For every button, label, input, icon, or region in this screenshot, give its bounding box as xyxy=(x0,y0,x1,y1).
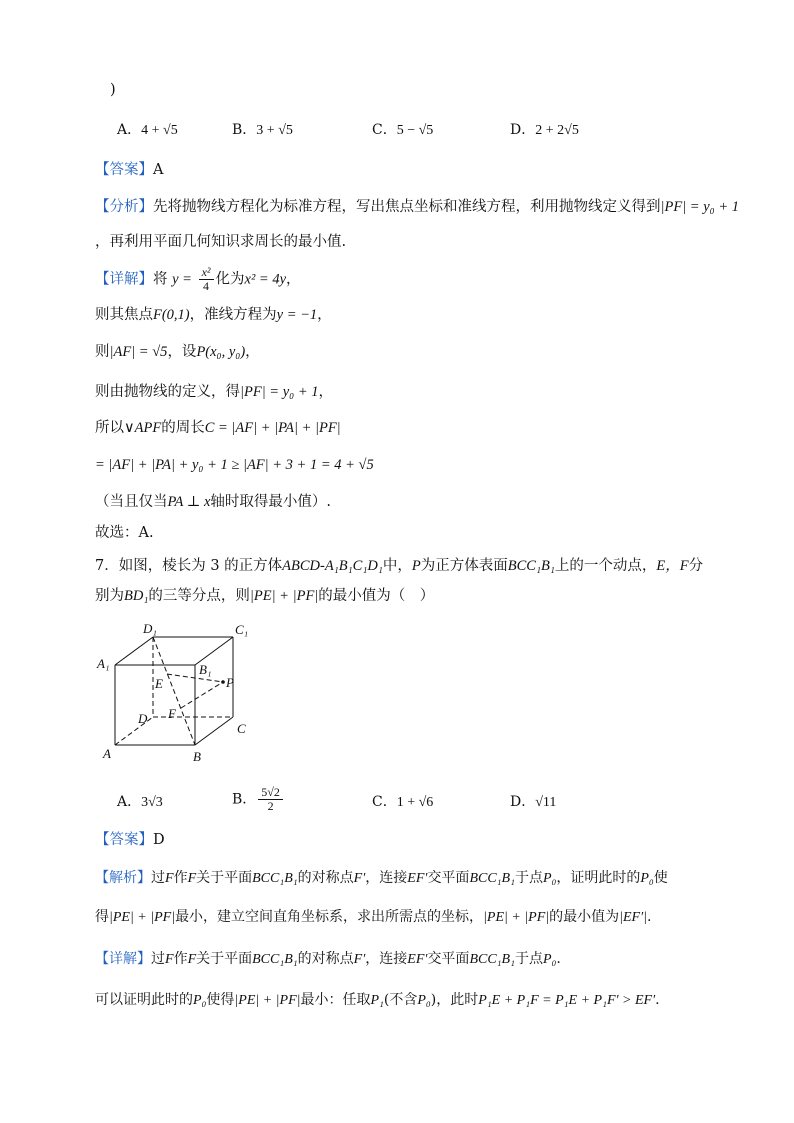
math: x² = 4y xyxy=(244,271,287,288)
text: 于点 xyxy=(514,951,543,967)
option-d: D．2 + 2√5 xyxy=(510,122,579,138)
detail-line-1 xyxy=(95,266,301,293)
analysis-math: |PF| = y₀ + 1 xyxy=(660,199,739,215)
text: ，证明此时的 xyxy=(556,870,641,886)
text: 故选：A. xyxy=(95,525,154,541)
math: P xyxy=(411,558,421,574)
math: BCC₁B₁ xyxy=(469,871,515,886)
label-b: B xyxy=(193,749,201,764)
text: 中， xyxy=(382,558,412,574)
point-p xyxy=(221,680,225,684)
question-paren: ) xyxy=(110,82,116,98)
text: 交平面 xyxy=(427,870,470,886)
text: 作 xyxy=(173,870,188,886)
detail-line-3 xyxy=(95,342,260,362)
text: 最小，建立空间直角坐标系，求出所需点的坐标， xyxy=(175,909,484,925)
q7-answer-line xyxy=(95,830,165,850)
label-a: A xyxy=(103,746,111,761)
math: F′ xyxy=(353,871,366,886)
text: 作 xyxy=(173,951,188,967)
text: 最小：任取 xyxy=(300,992,371,1008)
q7-detail-line-2 xyxy=(95,990,660,1011)
option-b: B．3 + √5 xyxy=(232,122,293,138)
denominator: 2 xyxy=(267,799,274,813)
numerator: 5√2 xyxy=(258,786,283,800)
label-b1: B₁ xyxy=(199,662,212,677)
text: 将 xyxy=(153,271,168,288)
option-d: D．√11 xyxy=(510,794,557,810)
label-c: C xyxy=(237,721,246,736)
math: F xyxy=(187,871,197,886)
detail-line-5 xyxy=(95,418,341,438)
text: 的最小值为（ ） xyxy=(318,588,435,604)
text: ，连接 xyxy=(365,951,408,967)
text: . xyxy=(655,992,660,1008)
cube-figure xyxy=(95,620,265,770)
detail-tag: 【详解】 xyxy=(95,951,151,967)
text: 使得 xyxy=(206,992,235,1008)
q7-detail-line-1 xyxy=(95,949,561,970)
math: |PE| + |PF| xyxy=(109,910,176,925)
text: ， xyxy=(317,307,332,323)
fraction xyxy=(258,786,283,813)
math: |PE| + |PF| xyxy=(234,993,301,1008)
math: F′ xyxy=(353,952,366,967)
math: E，F xyxy=(656,558,689,574)
text: ， xyxy=(318,384,333,400)
math: P₀ xyxy=(542,952,557,967)
fraction xyxy=(199,266,214,293)
text: 化为 xyxy=(215,271,245,288)
math: |PE| + |PF| xyxy=(483,910,550,925)
math: EF′ xyxy=(407,871,428,886)
answer-value: D xyxy=(153,832,165,848)
text: 则 xyxy=(95,344,110,360)
text: 分 xyxy=(688,558,704,574)
math: = |AF| + |PA| + y₀ + 1 ≥ |AF| + 3 + 1 = 4 + √5 xyxy=(95,457,374,473)
answer-tag: 【答案】 xyxy=(95,162,153,178)
analysis-line-2 xyxy=(95,232,346,252)
math: P₀ xyxy=(193,993,207,1008)
math: P₀ xyxy=(417,993,431,1008)
text: ，设 xyxy=(167,344,197,360)
math: |EF′| xyxy=(619,910,647,925)
text: 的对称点 xyxy=(297,951,354,967)
option-a: A．3√3 xyxy=(117,794,163,810)
detail-line-8 xyxy=(95,523,154,543)
text: 7．如图，棱长为 3 的正方体 xyxy=(95,558,283,574)
text: 使 xyxy=(653,870,668,886)
text: ，连接 xyxy=(365,870,408,886)
math: P₀ xyxy=(640,871,654,886)
text: 所以∨ xyxy=(95,420,135,436)
text: (不含 xyxy=(383,992,418,1008)
text: 则其焦点 xyxy=(95,307,153,323)
text: . xyxy=(556,951,561,967)
text: ，准线方程为 xyxy=(189,307,277,323)
math: BCC₁B₁ xyxy=(252,952,298,967)
analysis-line-1 xyxy=(95,197,739,217)
analysis-text: 先将抛物线方程化为标准方程，写出焦点坐标和准线方程，利用抛物线定义得到 xyxy=(153,199,661,215)
text: 的对称点 xyxy=(297,870,354,886)
math: P₁ xyxy=(370,993,384,1008)
q7-explain-line-1 xyxy=(95,868,668,889)
q7-explain-line-2 xyxy=(95,907,651,928)
math: C = |AF| + |PA| + |PF| xyxy=(204,420,341,436)
text: 上的一个动点， xyxy=(554,558,657,574)
text: . xyxy=(647,909,652,925)
math: P₀ xyxy=(542,871,557,886)
math: y = xyxy=(172,271,192,288)
option-b: B． $\frac{5√2}{2}$ xyxy=(232,786,285,813)
detail-line-7 xyxy=(95,492,331,512)
text: )，此时 xyxy=(430,992,479,1008)
text: ， xyxy=(245,344,260,360)
text: 过 xyxy=(151,870,165,886)
label-a1: A₁ xyxy=(97,656,110,671)
math: F xyxy=(187,952,197,967)
diagonal-bd1 xyxy=(153,637,195,745)
math: |PE| + |PF| xyxy=(249,588,319,604)
text: 关于平面 xyxy=(196,870,253,886)
text: 过 xyxy=(151,951,165,967)
math: y = −1 xyxy=(276,307,318,323)
text: 于点 xyxy=(514,870,543,886)
detail-tag: 【详解】 xyxy=(95,271,153,288)
math: EF′ xyxy=(407,952,428,967)
label-c1: C₁ xyxy=(235,622,249,637)
math: F(0,1) xyxy=(153,307,190,323)
text: 轴时取得最小值）. xyxy=(210,494,332,510)
math: |AF| = √5 xyxy=(109,344,168,360)
math: F xyxy=(165,952,174,967)
text: ， xyxy=(286,271,301,288)
math: APF xyxy=(134,420,162,436)
math: BCC₁B₁ xyxy=(469,952,515,967)
label-f: F xyxy=(168,706,176,721)
math: BCC₁B₁ xyxy=(252,871,298,886)
text: （当且仅当 xyxy=(95,494,168,510)
option-c: C．5 − √5 xyxy=(372,122,434,138)
explain-tag: 【解析】 xyxy=(95,870,151,886)
detail-line-6 xyxy=(95,455,374,475)
label-d1: D₁ xyxy=(143,621,157,636)
text: 得 xyxy=(95,909,109,925)
text: 的最小值为 xyxy=(549,909,620,925)
label-e: E xyxy=(155,676,163,691)
q7-stem-line-2 xyxy=(95,586,434,606)
text: 可以证明此时的 xyxy=(95,992,193,1008)
text: 则由抛物线的定义，得 xyxy=(95,384,240,400)
detail-line-4 xyxy=(95,382,333,402)
math: F xyxy=(165,871,174,886)
math: BD₁ xyxy=(124,588,149,604)
label-d: D xyxy=(138,711,148,726)
text: 关于平面 xyxy=(196,951,253,967)
text: 别为 xyxy=(95,588,124,604)
text: 的三等分点，则 xyxy=(148,588,250,604)
numerator: x² xyxy=(199,266,214,280)
answer-line xyxy=(95,160,163,180)
text: 为正方体表面 xyxy=(420,558,508,574)
denominator: 4 xyxy=(203,279,210,293)
text: 交平面 xyxy=(427,951,470,967)
option-a: A．4 + √5 xyxy=(117,122,178,138)
q7-stem-line-1 xyxy=(95,556,703,576)
text: 的周长 xyxy=(161,420,205,436)
answer-value: A xyxy=(153,162,164,178)
math: P(x₀, y₀) xyxy=(196,344,246,360)
label-p: P xyxy=(226,675,234,690)
edge-a1-d1 xyxy=(115,637,153,665)
analysis-tag: 【分析】 xyxy=(95,199,153,215)
detail-line-2 xyxy=(95,305,332,325)
math: ABCD-A₁B₁C₁D₁ xyxy=(282,558,383,574)
answer-tag: 【答案】 xyxy=(95,832,153,848)
edge-b-c xyxy=(195,717,233,745)
analysis-text-2: ，再利用平面几何知识求周长的最小值. xyxy=(95,234,347,250)
math: P₁E + P₁F = P₁E + P₁F′ > EF′ xyxy=(478,993,656,1008)
math: PA ⊥ x xyxy=(167,494,211,510)
option-c: C．1 + √6 xyxy=(372,794,434,810)
math: BCC₁B₁ xyxy=(507,558,555,574)
edge-b1-c1 xyxy=(195,637,233,665)
math: |PF| = y₀ + 1 xyxy=(240,384,319,400)
segment-pf xyxy=(181,682,223,708)
